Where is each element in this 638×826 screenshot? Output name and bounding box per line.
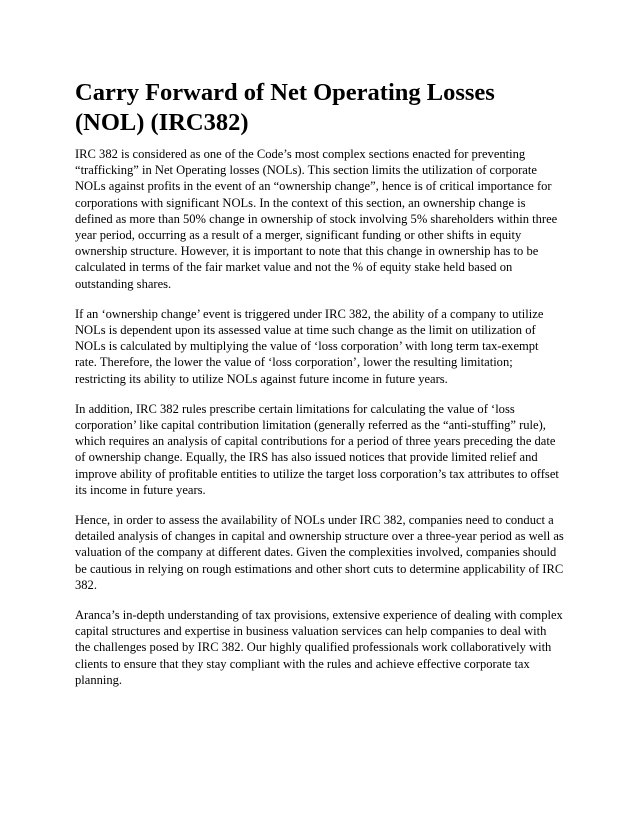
paragraph-aranca	[75, 607, 575, 688]
text-line: defined as more than 50% change in ownership of stock involving 5% shareholders within three	[75, 211, 558, 226]
text-line: planning.	[75, 672, 123, 687]
paragraph-ownership-change	[75, 306, 575, 387]
document-title	[75, 78, 575, 138]
text-line: IRC 382 is considered as one of the Code’s most complex sections enacted for preventing	[75, 147, 526, 161]
text-line: If an ‘ownership change’ event is triggered under IRC 382, the ability of a company to utilize	[75, 306, 544, 321]
document-page	[75, 78, 575, 702]
text-line: which requires an analysis of capital contributions for a period of three years preceding the date	[75, 434, 556, 449]
text-line: the challenges posed by IRC 382. Our highly qualified professionals work collaboratively with	[75, 640, 552, 655]
text-line: rate. Therefore, the lower the value of ‘loss corporation’, lower the resulting limitation;	[75, 355, 513, 370]
title-line: (NOL) (IRC382)	[75, 109, 249, 136]
text-line: of ownership change. Equally, the IRS has also issued notices that provide limited relief and	[75, 450, 538, 465]
text-line: clients to ensure that they stay compliant with the rules and achieve effective corporate tax	[75, 656, 530, 671]
text-line: valuation of the company at different dates. Given the complexities involved, companies should	[75, 545, 557, 560]
text-line: Aranca’s in-depth understanding of tax provisions, extensive experience of dealing with complex	[75, 608, 563, 623]
text-line: In addition, IRC 382 rules prescribe certain limitations for calculating the value of ‘loss	[75, 401, 515, 416]
text-line: restricting its ability to utilize NOLs against future income in future years.	[75, 371, 448, 386]
text-line: NOLs is dependent upon its assessed value at time such change as the limit on utilization of	[75, 323, 536, 338]
text-line: detailed analysis of changes in capital and ownership structure over a three-year period as well as	[75, 529, 564, 544]
text-line: be cautious in relying on rough estimations and other short cuts to determine applicability of IRC	[75, 561, 564, 576]
text-line: outstanding shares.	[75, 276, 172, 291]
text-line: corporations with significant NOLs. In the context of this section, an ownership change is	[75, 195, 526, 210]
text-line: year period, occurring as a result of a merger, significant funding or other shifts in equity	[75, 228, 522, 243]
text-line: NOLs is calculated by multiplying the value of ‘loss corporation’ with long term tax-exempt	[75, 339, 539, 354]
text-line: its income in future years.	[75, 482, 206, 497]
paragraph-assessment	[75, 512, 575, 593]
text-line: 382.	[75, 577, 97, 592]
paragraph-limitations	[75, 401, 575, 498]
text-line: NOLs against profits in the event of an “ownership change”, hence is of critical importance for	[75, 179, 552, 194]
text-line: improve ability of profitable entities to utilize the target loss corporation’s tax attributes to offset	[75, 466, 559, 481]
text-line: capital structures and expertise in business valuation services can help companies to deal with	[75, 624, 547, 639]
text-line: “trafficking” in Net Operating losses (NOLs). This section limits the utilization of corporate	[75, 163, 537, 178]
text-line: corporation’ like capital contribution limitation (generally referred as the “anti-stuffing” rule),	[75, 418, 546, 433]
paragraph-irc382-overview	[75, 146, 575, 292]
title-line: Carry Forward of Net Operating Losses	[75, 79, 495, 106]
text-line: Hence, in order to assess the availability of NOLs under IRC 382, companies need to conduct a	[75, 513, 554, 528]
text-line: calculated in terms of the fair market value and not the % of equity stake held based on	[75, 260, 513, 275]
text-line: ownership structure. However, it is important to note that this change in ownership has to be	[75, 244, 539, 259]
